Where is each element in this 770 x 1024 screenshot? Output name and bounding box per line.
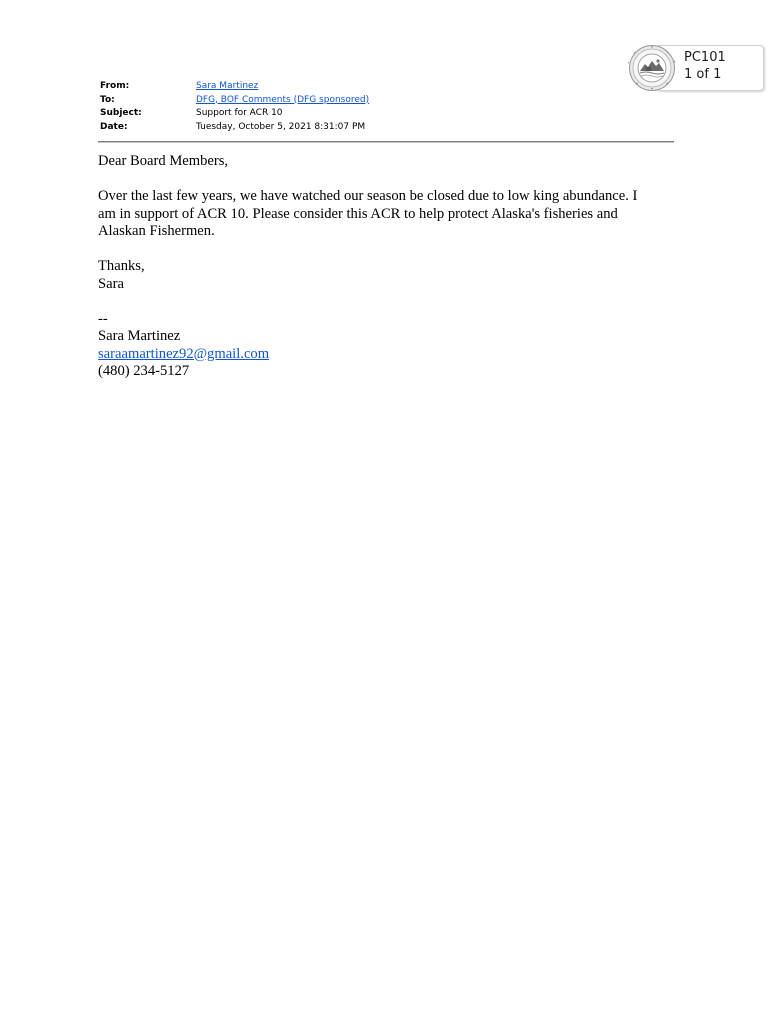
stamp-text	[684, 49, 726, 83]
from-link[interactable]: Sara Martinez	[196, 81, 259, 91]
stamp-page: 1 of 1	[684, 67, 722, 82]
signature-phone: (480) 234-5127	[98, 363, 190, 379]
header-row-date	[100, 121, 369, 135]
date-label: Date:	[100, 121, 128, 132]
header-divider	[98, 141, 674, 143]
email-body	[98, 153, 678, 381]
closing: Thanks,	[98, 258, 145, 274]
subject-label: Subject:	[100, 108, 142, 118]
from-label: From:	[100, 81, 130, 91]
to-label: To:	[100, 94, 115, 105]
signature-separator: --	[98, 310, 108, 327]
stamp-code: PC101	[684, 50, 726, 65]
state-seal-icon	[628, 44, 676, 92]
signature-email-link[interactable]: saraamartinez92@gmail.com	[98, 345, 270, 362]
closing-name: Sara	[98, 275, 124, 292]
subject-value: Support for ACR 10	[196, 108, 283, 118]
spacer	[98, 171, 678, 189]
paragraph-line: am in support of ACR 10. Please consider this ACR to help protect Alaska's fisheries and	[98, 205, 618, 222]
to-link[interactable]: DFG, BOF Comments (DFG sponsored)	[196, 94, 370, 105]
header-row-subject	[100, 107, 369, 121]
header-row-from	[100, 80, 369, 94]
pc-stamp	[622, 43, 764, 89]
header-row-to	[100, 94, 369, 108]
spacer	[98, 293, 678, 311]
email-header	[100, 80, 369, 134]
date-value: Tuesday, October 5, 2021 8:31:07 PM	[196, 121, 366, 132]
paragraph-line: Over the last few years, we have watched our season be closed due to low king abundance. I	[98, 188, 638, 204]
paragraph-line: Alaskan Fishermen.	[98, 223, 215, 239]
greeting: Dear Board Members,	[98, 153, 229, 169]
signature-name: Sara Martinez	[98, 328, 181, 344]
spacer	[98, 241, 678, 259]
